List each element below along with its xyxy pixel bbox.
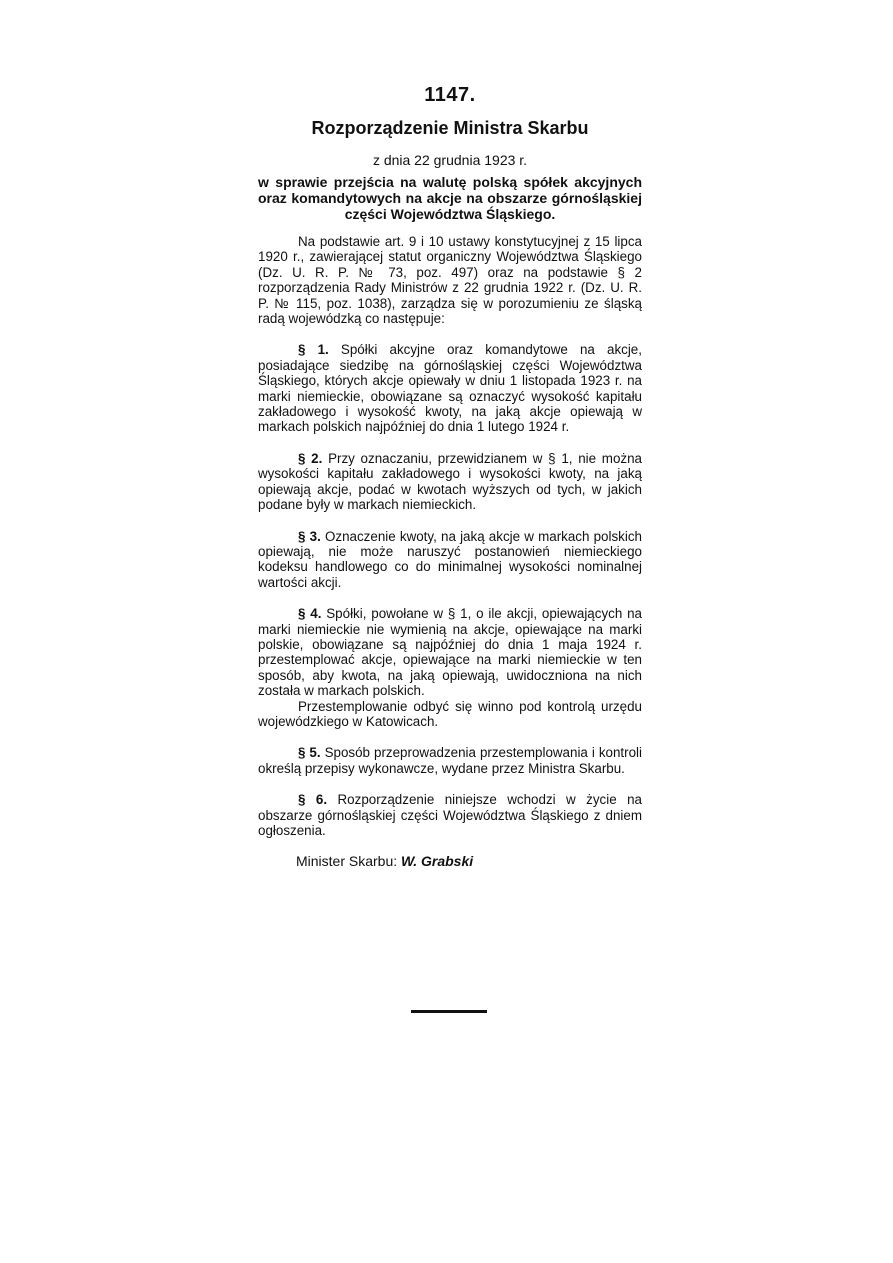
document-title: Rozporządzenie Ministra Skarbu: [311, 118, 589, 138]
section-mark: § 1.: [298, 342, 329, 358]
section-text: Przy oznaczaniu, przewidzianem w § 1, nie można wysokości kapitału zakładowego i wysokości kwoty, na jaką opiewają akcje, podać w kwotach wyższych od tych, w jakich podane były w markach niemieckich.: [258, 450, 642, 513]
section-mark: § 6.: [298, 792, 328, 808]
section-4-continuation: Przestemplowanie odbyć się winno pod kontrolą urzędu wojewódzkiego w Katowicach.: [258, 698, 642, 729]
signature-line: [296, 852, 642, 870]
section-6: [258, 792, 642, 838]
section-mark: § 4.: [298, 606, 322, 622]
section-3: [258, 529, 642, 591]
end-rule-divider: [411, 1010, 487, 1013]
signature-name: W. Grabski: [401, 853, 474, 870]
section-1: [258, 342, 642, 434]
preamble-paragraph: Na podstawie art. 9 i 10 ustawy konstytucyjnej z 15 lipca 1920 r., zawierającej statut organiczny Województwa Śląskiego (Dz. U. R. P. № 73, poz. 497) oraz na podstawie § 2 rozporządzenia Rady Ministrów z 22 grudnia 1922 r. (Dz. U. R. P. № 115, poz. 1038), zarządza się w porozumieniu ze śląską radą wojewódzką co następuje:: [258, 234, 642, 327]
document-date: z dnia 22 grudnia 1923 r.: [372, 152, 528, 168]
section-text: Spółki, powołane w § 1, o ile akcji, opiewających na marki niemieckie nie wymienią na akcje, opiewające na marki polskie, obowiązane są najpóźniej do dnia 1 maja 1924 r. przestemplować akcje, opiewające na marki niemieckie w ten sposób, aby kwota, na jaką opiewają, uwidoczniona na nich została w markach polskich.: [258, 606, 642, 699]
section-2: [258, 451, 642, 513]
section-mark: § 2.: [298, 450, 323, 466]
section-text: Sposób przeprowadzenia przestemplowania i kontroli określą przepisy wykonawcze, wydane przez Ministra Skarbu.: [258, 745, 642, 776]
document-number: 1147.: [424, 84, 476, 106]
signature-label: Minister Skarbu:: [296, 853, 398, 870]
section-text: Rozporządzenie niniejsze wchodzi w życie na obszarze górnośląskiej części Województwa Śląskiego z dniem ogłoszenia.: [258, 792, 642, 838]
section-mark: § 3.: [298, 528, 321, 544]
section-text: Spółki akcyjne oraz komandytowe na akcje, posiadające siedzibę na górnośląskiej części Województwa Śląskiego, których akcje opiewały w dniu 1 listopada 1923 r. na marki niemieckie, obowiązane są oznaczyć wysokość kapitału zakładowego i wysokość kwoty, na jaką akcje opiewają w markach polskich najpóźniej do dnia 1 lutego 1924 r.: [258, 342, 642, 435]
document-page: [258, 82, 642, 870]
section-5: [258, 745, 642, 776]
section-4: [258, 606, 642, 698]
section-mark: § 5.: [298, 745, 321, 761]
document-subject: w sprawie przejścia na walutę polską spółek akcyjnych oraz komandytowych na akcje na obszarze górnośląskiej części Województwa Śląskiego.: [258, 174, 642, 222]
section-text: Oznaczenie kwoty, na jaką akcje w markach polskich opiewają, nie może naruszyć postanowień niemieckiego kodeksu handlowego co do minimalnej wysokości nominalnej wartości akcji.: [258, 528, 642, 590]
